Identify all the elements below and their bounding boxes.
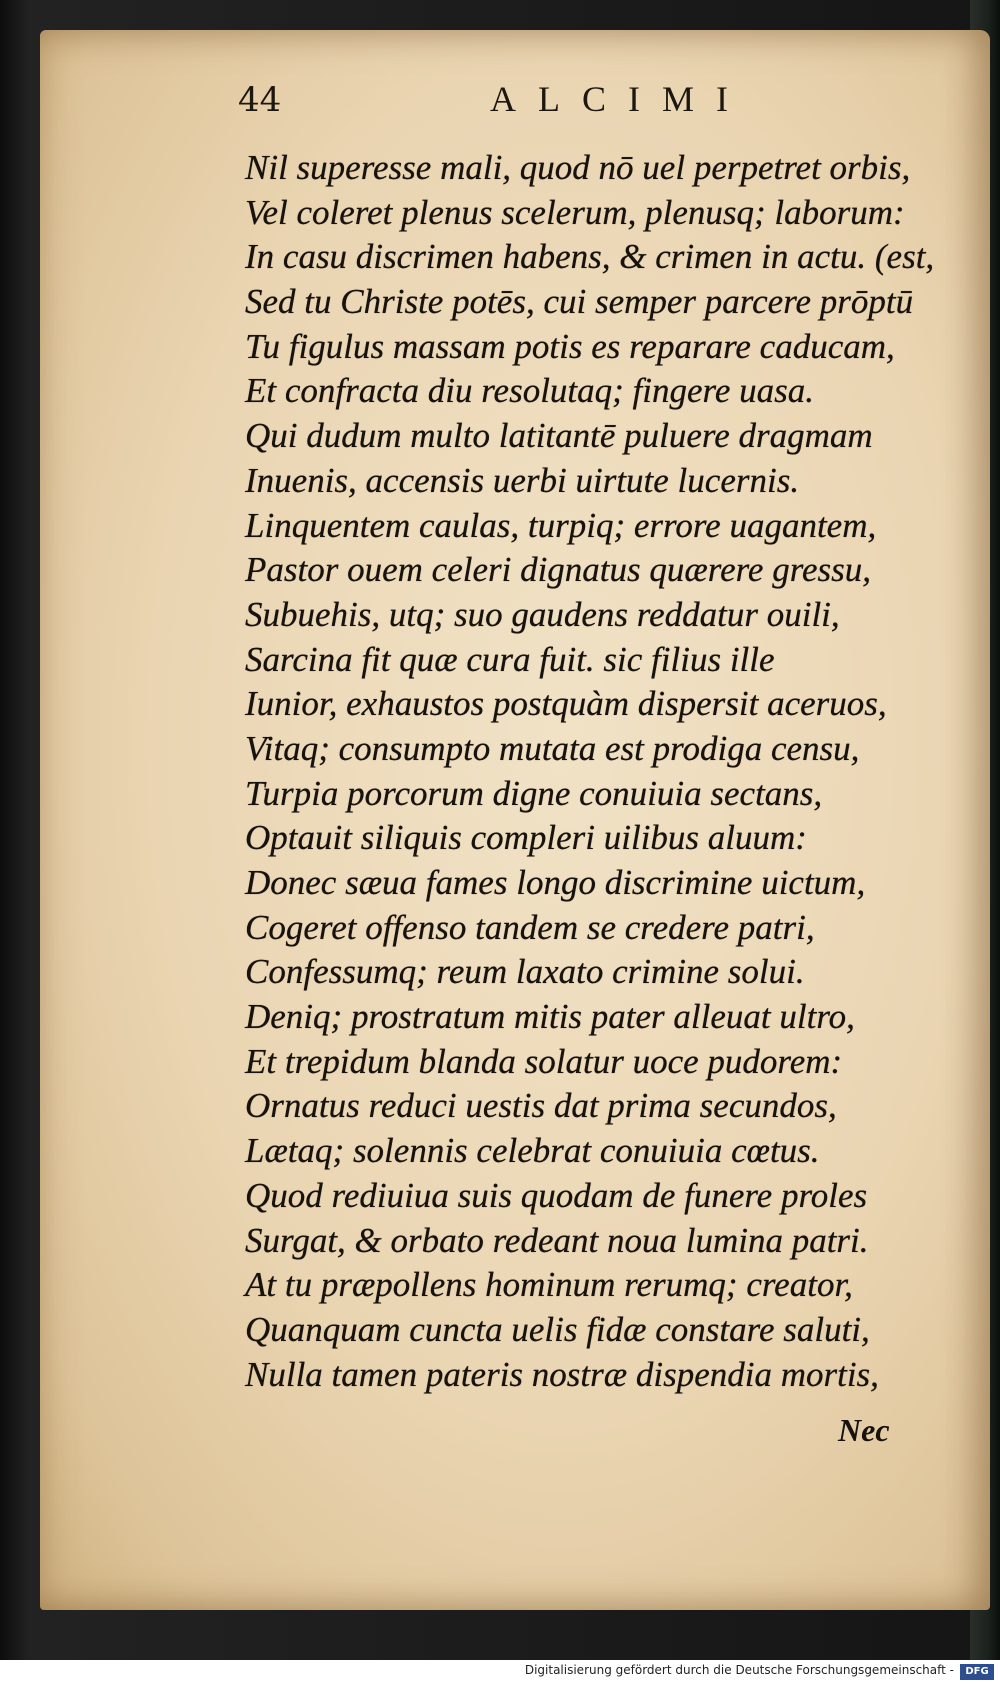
- verse-line: Vel coleret plenus scelerum, plenusq; laborum:: [245, 192, 905, 232]
- verse-line: Surgat, & orbato redeant noua lumina patri.: [245, 1220, 869, 1260]
- verse-line: Deniq; prostratum mitis pater alleuat ultro,: [245, 997, 855, 1037]
- verse-line: Quod rediuiua suis quodam de funere proles: [245, 1175, 868, 1215]
- verse-line: Optauit siliquis compleri uilibus aluum:: [245, 818, 807, 858]
- verse-line: Nulla tamen pateris nostræ dispendia mortis,: [245, 1354, 879, 1394]
- verse-line: Cogeret offenso tandem se credere patri,: [245, 907, 815, 947]
- verse-line: Pastor ouem celeri dignatus quærere gressu,: [245, 550, 872, 590]
- verse-line: Turpia porcorum digne conuiuia sectans,: [245, 773, 823, 813]
- verse-line: Ornatus reduci uestis dat prima secundos,: [245, 1086, 837, 1126]
- dfg-logo: DFG: [960, 1664, 994, 1680]
- verse-line: Subuehis, utq; suo gaudens reddatur ouili,: [245, 594, 840, 634]
- verse-line: In casu discrimen habens, & crimen in actu. (est,: [245, 237, 935, 277]
- verse-line: At tu præpollens hominum rerumq; creator,: [245, 1265, 853, 1305]
- digitization-credit: Digitalisierung gefördert durch die Deutsche Forschungsgemeinschaft -: [524, 1663, 954, 1677]
- verse-line: Vitaq; consumpto mutata est prodiga censu,: [245, 728, 860, 768]
- verse-line: Lætaq; solennis celebrat conuiuia cœtus.: [245, 1131, 820, 1171]
- verse-line: Quanquam cuncta uelis fidæ constare saluti,: [245, 1309, 870, 1349]
- catchword: Nec: [838, 1412, 890, 1448]
- verse-line: Et confracta diu resolutaq; fingere uasa.: [245, 371, 815, 411]
- verse-line: Sarcina fit quæ cura fuit. sic filius ille: [245, 639, 775, 679]
- verse-line: Sed tu Christe potēs, cui semper parcere prōptū: [245, 282, 914, 322]
- verse-line: Qui dudum multo latitantē puluere dragmam: [245, 416, 873, 456]
- verse-line: Inuenis, accensis uerbi uirtute lucernis.: [245, 460, 800, 500]
- verse-line: Iunior, exhaustos postquàm dispersit aceruos,: [245, 684, 887, 724]
- verse-line: Donec sæua fames longo discrimine uictum,: [245, 863, 866, 902]
- verse-line: Nil superesse mali, quod nō uel perpetret orbis,: [245, 148, 911, 187]
- verse-line: Confessumq; reum laxato crimine solui.: [245, 952, 805, 992]
- page-number: 44: [238, 80, 282, 120]
- verse-text: [245, 146, 945, 1397]
- verse-line: Linquentem caulas, turpiq; errore uagantem,: [245, 505, 877, 545]
- verse-line: Tu figulus massam potis es reparare caducam,: [245, 326, 895, 366]
- running-head: ALCIMI: [490, 79, 750, 119]
- verse-line: Et trepidum blanda solatur uoce pudorem:: [245, 1041, 843, 1081]
